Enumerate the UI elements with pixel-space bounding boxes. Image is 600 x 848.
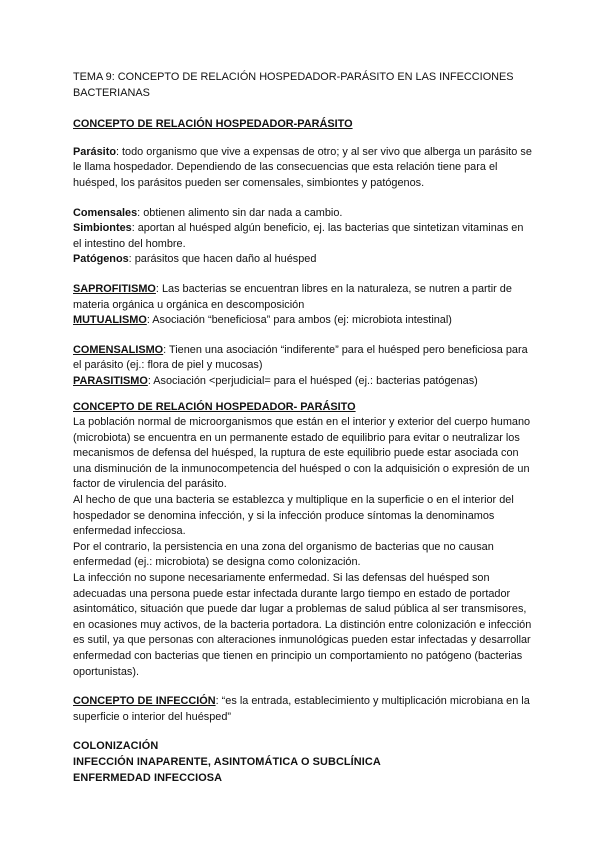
final-item-colonizacion: COLONIZACIÓN <box>73 740 159 753</box>
parasito-term: Parásito <box>73 145 116 158</box>
paragraph-enfermedad: La infección no supone necesariamente enfermedad. Si las defensas del huésped son adecuadas una persona puede estar infectada durante largo tiempo en estado de portador asintomático, situación que puede dar lugar a problemas de salud pública al ser transmisores, en ocasiones muy activos, de la bacteria portadora. La distinción entre colonización e infección es sutil, ya que personas con alteraciones inmunológicas pueden estar infectadas y desarrollar enfermedad con bacterias que tienen en principio un comportamiento no patógeno (bacterias oportunistas). <box>73 572 532 678</box>
parasito-text: : todo organismo que vive a expensas de otro; y al ser vivo que alberga un parásito se le llama hospedador. Dependiendo de las consecuencias que esta relación tiene para el huésped, los parásitos pueden ser comensales, simbiontes y patógenos. <box>73 145 532 189</box>
simbiontes-term: Simbiontes <box>73 222 132 235</box>
infeccion-term: CONCEPTO DE INFECCIÓN <box>73 695 216 708</box>
parasitismo-term: PARASITISMO <box>73 374 148 387</box>
infeccion-text: : “es la entrada, establecimiento y multiplicación microbiana en la superficie o interior del huésped” <box>73 695 530 723</box>
saprofitismo-text: : Las bacterias se encuentran libres en la naturaleza, se nutren a partir de materia orgánica u orgánica en descomposición <box>73 282 512 311</box>
comensales-term: Comensales <box>73 206 138 219</box>
final-item-enfermedad-infecciosa: ENFERMEDAD INFECCIOSA <box>73 771 223 784</box>
patogenos-term: Patógenos <box>73 253 129 266</box>
comensales-text: : obtienen alimento sin dar nada a cambio. <box>137 206 343 219</box>
comensales-definition <box>73 206 532 222</box>
comensalismo-text: : Tienen una asociación “indiferente” para el huésped pero beneficiosa para el parásito (ej.: flora de piel y mucosas) <box>73 343 528 372</box>
section-heading-relacion: CONCEPTO DE RELACIÓN HOSPEDADOR-PARÁSITO <box>73 118 353 131</box>
section-heading-relacion-2: CONCEPTO DE RELACIÓN HOSPEDADOR- PARÁSITO <box>73 400 356 413</box>
parasitismo-definition <box>73 374 532 390</box>
mutualismo-definition <box>73 313 532 329</box>
mutualismo-term: MUTUALISMO <box>73 314 147 327</box>
comensalismo-term: COMENSALISMO <box>73 343 164 356</box>
paragraph-microbiota: La población normal de microorganismos que están en el interior y exterior del cuerpo humano (microbiota) se encuentra en un permanente estado de equilibrio para evitar o neutralizar los mecanismos de defensa del huésped, la ruptura de este equilibrio puede estar asociada con una disminución de la inmunocompetencia del huésped o con la adquisición o expresión de un factor de virulencia del parásito. <box>73 416 531 491</box>
patogenos-definition <box>73 252 532 268</box>
document-title: TEMA 9: CONCEPTO DE RELACIÓN HOSPEDADOR-PARÁSITO EN LAS INFECCIONES BACTERIANAS <box>73 71 514 99</box>
saprofitismo-definition <box>73 282 532 313</box>
paragraph-colonizacion: Por el contrario, la persistencia en una zona del organismo de bacterias que no causan enfermedad (ej.: microbiota) se designa como colonización. <box>73 540 494 569</box>
mutualismo-text: : Asociación “beneficiosa” para ambos (ej: microbiota intestinal) <box>146 314 452 327</box>
parasitismo-text: : Asociación <perjudicial= para el huésped (ej.: bacterias patógenas) <box>147 374 478 387</box>
simbiontes-definition <box>73 221 532 252</box>
parasito-definition <box>73 145 532 192</box>
final-item-infeccion-inaparente: INFECCIÓN INAPARENTE, ASINTOMÁTICA O SUBCLÍNICA <box>73 755 381 768</box>
simbiontes-text: : aportan al huésped algún beneficio, ej. las bacterias que sintetizan vitaminas en el intestino del hombre. <box>73 222 524 250</box>
paragraph-infeccion: Al hecho de que una bacteria se establezca y multiplique en la superficie o en el interior del hospedador se denomina infección, y si la infección produce síntomas la denominamos enfermedad infecciosa. <box>73 494 514 538</box>
comensalismo-definition <box>73 343 532 374</box>
saprofitismo-term: SAPROFITISMO <box>73 282 156 295</box>
patogenos-text: : parásitos que hacen daño al huésped <box>128 253 317 266</box>
infeccion-definition <box>73 694 532 725</box>
